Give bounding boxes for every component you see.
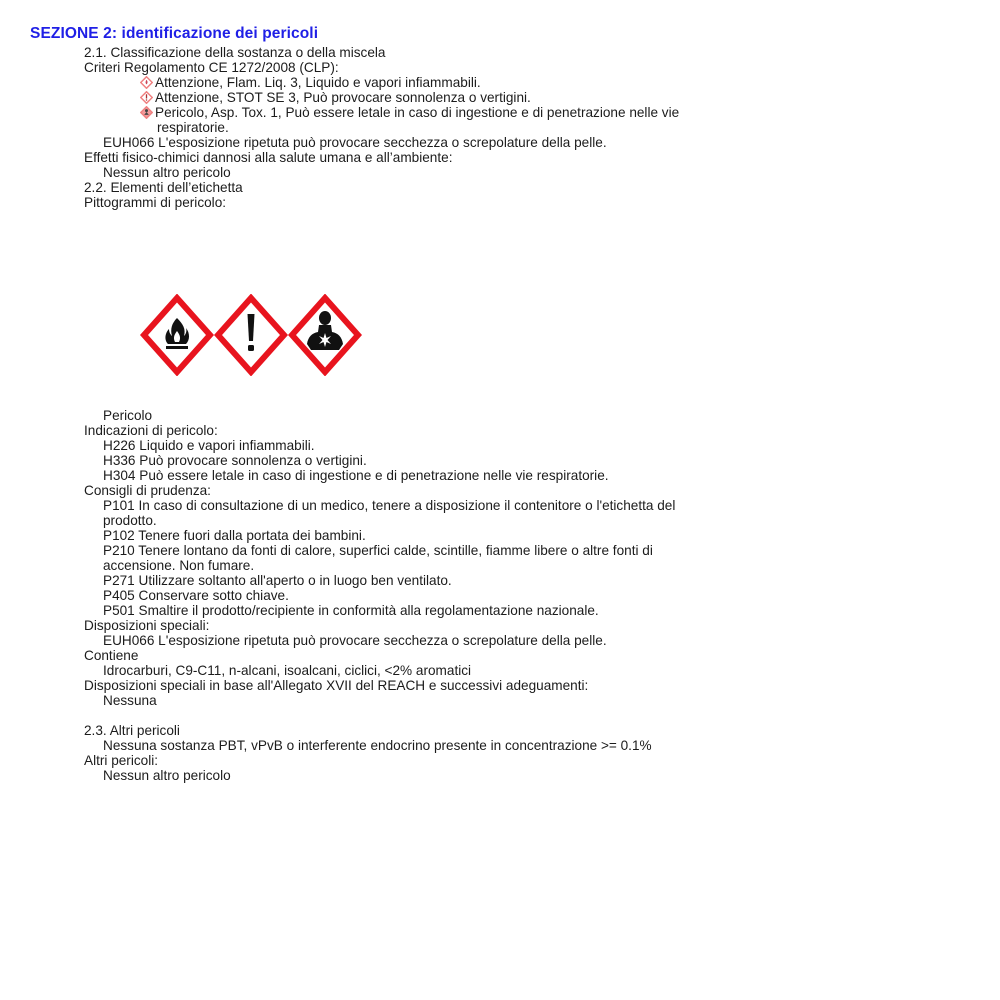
section-title: SEZIONE 2: identificazione dei pericoli <box>30 25 319 42</box>
hazard-statement: H336 Può provocare sonnolenza o vertigini. <box>103 453 367 468</box>
precautionary-statement: P405 Conservare sotto chiave. <box>103 588 289 603</box>
hazard-statement: H226 Liquido e vapori infiammabili. <box>103 438 315 453</box>
effects-label: Effetti fisico-chimici dannosi alla salute umana e all’ambiente: <box>84 150 453 165</box>
classification-text: Attenzione, Flam. Liq. 3, Liquido e vapori infiammabili. <box>155 75 481 90</box>
special-provisions-label: Disposizioni speciali: <box>84 618 210 633</box>
classification-item <box>140 105 679 120</box>
classification-text: Pericolo, Asp. Tox. 1, Può essere letale in caso di ingestione e di penetrazione nelle vie <box>155 105 680 120</box>
exclamation-pictogram-icon <box>214 294 288 376</box>
hazard-statement: H304 Può essere letale in caso di ingestione e di penetrazione nelle vie respiratorie. <box>103 468 609 483</box>
subsection-heading-2-2: 2.2. Elementi dell’etichetta <box>84 180 243 195</box>
euh-statement: EUH066 L'esposizione ripetuta può provocare secchezza o screpolature della pelle. <box>103 135 607 150</box>
precautionary-statement: P210 Tenere lontano da fonti di calore, superfici calde, scintille, fiamme libere o altre fonti di <box>103 543 653 558</box>
flame-pictogram-icon <box>140 294 214 376</box>
classification-item <box>140 90 531 105</box>
precautionary-statement-cont: prodotto. <box>103 513 157 528</box>
contains-label: Contiene <box>84 648 139 663</box>
subsection-heading-2-1: 2.1. Classificazione della sostanza o della miscela <box>84 45 386 60</box>
flame-hazard-icon <box>140 76 153 89</box>
health-hazard-pictogram-icon <box>288 294 362 376</box>
health-hazard-icon <box>140 106 153 119</box>
classification-text-continued: respiratorie. <box>157 120 229 135</box>
pbt-value: Nessuna sostanza PBT, vPvB o interferente endocrino presente in concentrazione >= 0.1% <box>103 738 652 753</box>
precautionary-statement: P101 In caso di consultazione di un medico, tenere a disposizione il contenitore o l'etichetta del <box>103 498 676 513</box>
hazard-statements-label: Indicazioni di pericolo: <box>84 423 218 438</box>
classification-text: Attenzione, STOT SE 3, Può provocare sonnolenza o vertigini. <box>155 90 531 105</box>
signal-word: Pericolo <box>103 408 153 423</box>
pictograms-label: Pittogrammi di pericolo: <box>84 195 227 210</box>
reach-label: Disposizioni speciali in base all'Allegato XVII del REACH e successivi adeguamenti: <box>84 678 589 693</box>
precautionary-label: Consigli di prudenza: <box>84 483 211 498</box>
effects-value: Nessun altro pericolo <box>103 165 231 180</box>
clp-criteria-label: Criteri Regolamento CE 1272/2008 (CLP): <box>84 60 339 75</box>
precautionary-statement: P501 Smaltire il prodotto/recipiente in conformità alla regolamentazione nazionale. <box>103 603 599 618</box>
reach-value: Nessuna <box>103 693 157 708</box>
other-hazards-value: Nessun altro pericolo <box>103 768 231 783</box>
precautionary-statement-cont: accensione. Non fumare. <box>103 558 255 573</box>
special-provisions-value: EUH066 L'esposizione ripetuta può provocare secchezza o screpolature della pelle. <box>103 633 607 648</box>
precautionary-statement: P102 Tenere fuori dalla portata dei bambini. <box>103 528 366 543</box>
classification-item <box>140 75 481 90</box>
pictograms-row <box>140 294 362 376</box>
subsection-heading-2-3: 2.3. Altri pericoli <box>84 723 180 738</box>
other-hazards-label: Altri pericoli: <box>84 753 159 768</box>
contains-value: Idrocarburi, C9-C11, n-alcani, isoalcani, ciclici, <2% aromatici <box>103 663 472 678</box>
precautionary-statement: P271 Utilizzare soltanto all'aperto o in luogo ben ventilato. <box>103 573 452 588</box>
exclamation-hazard-icon <box>140 91 153 104</box>
